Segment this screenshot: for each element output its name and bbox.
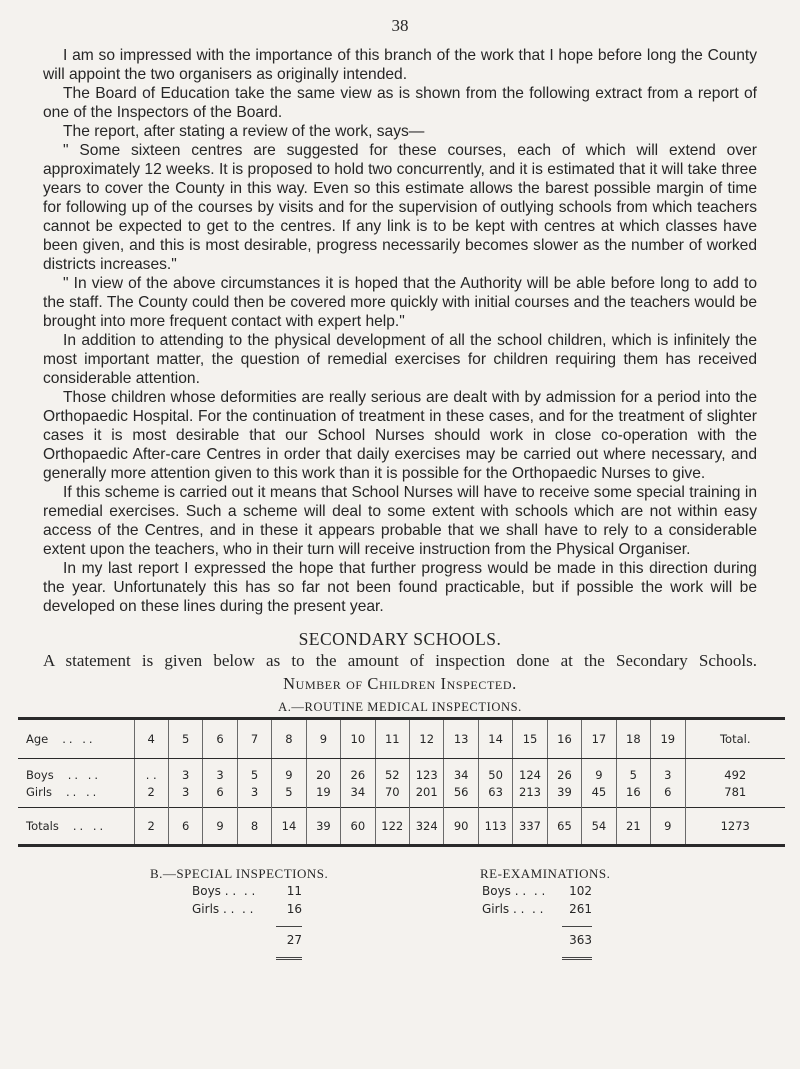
table-cell: 26 [547, 759, 581, 785]
table-cell: 3 [203, 759, 237, 785]
reexam-total: 363 [562, 926, 592, 947]
reexam-row-girls: Girls . . . . 261 [482, 902, 592, 916]
special-inspections-title: B.—SPECIAL INSPECTIONS. [150, 866, 329, 881]
row-label: Girls [192, 902, 220, 916]
column-header: 5 [168, 719, 202, 759]
table-cell: 2 [134, 784, 168, 808]
table-cell: 9 [582, 759, 616, 785]
table-cell: 3 [237, 784, 271, 808]
total-cell: 39 [306, 808, 340, 846]
row-label: Girls .. .. [26, 785, 100, 799]
section-heading: SECONDARY SCHOOLS. [298, 629, 502, 649]
table-cell: 39 [547, 784, 581, 808]
row-value: 16 [286, 902, 302, 916]
row-value: 102 [569, 884, 592, 898]
body-text [43, 46, 757, 616]
paragraph: Those children whose deformities are really serious are dealt with by admission for a period into the Orthopaedic Hospital. For the continuation of treatment in these cases, and for the treatment of slighter cases it is most desirable that our School Nurses should work in close co-operation with the Orthopaedic After-care Centres in order that daily exercises may be carried out where necessary, and generally more attention given to this work than it is possible for the Orthopaedic Nurses to give. [43, 389, 757, 482]
table-cell: 123 [410, 759, 444, 785]
table-cell: 63 [478, 784, 512, 808]
total-cell: 1273 [685, 808, 785, 846]
column-header: 19 [651, 719, 685, 759]
table-cell: 52 [375, 759, 409, 785]
table-cell: 26 [341, 759, 375, 785]
table-cell: 124 [513, 759, 547, 785]
special-total: 27 [276, 926, 302, 947]
table-cell: 3 [168, 759, 202, 785]
table-cell: 3 [168, 784, 202, 808]
total-cell: 65 [547, 808, 581, 846]
row-label: Boys [192, 884, 221, 898]
table-cell: 20 [306, 759, 340, 785]
total-cell: 122 [375, 808, 409, 846]
table-cell: 6 [651, 784, 685, 808]
total-cell: 14 [272, 808, 306, 846]
table-cell: 34 [444, 759, 478, 785]
table-subtitle: A.—ROUTINE MEDICAL INSPECTIONS. [278, 700, 522, 714]
table-cell: 5 [272, 784, 306, 808]
row-label: Girls [482, 902, 510, 916]
table-cell: 5 [616, 759, 650, 785]
quote-paragraph: " Some sixteen centres are suggested for these courses, each of which will extend over approximately 12 weeks. It is proposed to hold two concurrently, and it is estimated that it will take three years to cover the County in this way. Even so this estimate allows the barest possible margin of time for following up of the courses by visits and for the supervision of outlying schools from which teachers cannot be expected to get to the centres. If any link is to be kept with centres at which classes have been given, and this is most desirable, progress necessarily becomes slower as the number of worked districts increases." [43, 142, 757, 273]
column-header: 4 [134, 719, 168, 759]
paragraph: I am so impressed with the importance of this branch of the work that I hope before long the County will appoint the two organisers as originally intended. [43, 47, 757, 83]
paragraph: If this scheme is carried out it means that School Nurses will have to receive some special training in remedial exercises. Such a scheme will deal to some extent with schools which are not within easy access of the Centres, and in these it appears probable that we shall have to rely to a considerable extent upon the teachers, who in their turn will receive instruction from the Physical Organiser. [43, 484, 757, 558]
total-cell: 60 [341, 808, 375, 846]
table-cell: 19 [306, 784, 340, 808]
row-label: Totals .. .. [18, 808, 134, 846]
column-header: 13 [444, 719, 478, 759]
table-cell: 45 [582, 784, 616, 808]
age-header: Age .. .. [18, 719, 134, 759]
total-cell: 6 [168, 808, 202, 846]
column-header: 7 [237, 719, 271, 759]
table-cell: 34 [341, 784, 375, 808]
total-cell: 324 [410, 808, 444, 846]
column-header: Total. [685, 719, 785, 759]
total-cell: 9 [203, 808, 237, 846]
table-title: Number of Children Inspected. [283, 674, 517, 693]
special-inspections [150, 866, 328, 960]
table-header-row [18, 719, 785, 759]
table-cell: 16 [616, 784, 650, 808]
column-header: 10 [341, 719, 375, 759]
table-cell: . . [134, 759, 168, 785]
table-cell: 781 [685, 784, 785, 808]
row-value: 11 [286, 884, 302, 898]
table-cell: 70 [375, 784, 409, 808]
table-cell: 56 [444, 784, 478, 808]
column-header: 9 [306, 719, 340, 759]
column-header: 15 [513, 719, 547, 759]
column-header: 17 [582, 719, 616, 759]
table-row-boys [18, 759, 785, 785]
column-header: 12 [410, 719, 444, 759]
page-number: 38 [391, 16, 409, 35]
table-row-totals [18, 808, 785, 846]
special-row-girls: Girls . . . . 16 [192, 902, 302, 916]
re-examinations-title: RE-EXAMINATIONS. [480, 866, 611, 881]
total-cell: 21 [616, 808, 650, 846]
table-cell: 5 [237, 759, 271, 785]
column-header: 14 [478, 719, 512, 759]
reexam-row-boys: Boys . . . . 102 [482, 884, 592, 898]
double-rule [276, 957, 302, 960]
paragraph: The report, after stating a review of the work, says— [63, 123, 425, 140]
double-rule [562, 957, 592, 960]
statement: A statement is given below as to the amount of inspection done at the Secondary Schools. [43, 651, 757, 670]
quote-paragraph: " In view of the above circumstances it is hoped that the Authority will be able before long to add to the staff. The County could then be covered more quickly with initial courses and the teachers would be brought into more frequent contact with expert help." [43, 275, 757, 330]
table-cell: 201 [410, 784, 444, 808]
paragraph: In my last report I expressed the hope that further progress would be made in this direction during the year. Unfortunately this has so far not been found practicable, but if possible the work will be developed on these lines during the present year. [43, 560, 757, 615]
paragraph: In addition to attending to the physical development of all the school children, which is infinitely the most important matter, the question of remedial exercises for children requiring them has received considerable attention. [43, 332, 757, 387]
column-header: 6 [203, 719, 237, 759]
table-row-girls [18, 784, 785, 808]
row-label: Boys [482, 884, 511, 898]
total-cell: 9 [651, 808, 685, 846]
row-label: Boys .. .. [26, 768, 102, 782]
table-cell: 492 [685, 759, 785, 785]
total-cell: 90 [444, 808, 478, 846]
table-cell: 3 [651, 759, 685, 785]
table-cell: 213 [513, 784, 547, 808]
routine-inspections-table [18, 717, 785, 847]
table-cell: 6 [203, 784, 237, 808]
total-cell: 113 [478, 808, 512, 846]
column-header: 16 [547, 719, 581, 759]
row-value: 261 [569, 902, 592, 916]
table-cell: 9 [272, 759, 306, 785]
total-cell: 337 [513, 808, 547, 846]
re-examinations [480, 866, 612, 960]
column-header: 18 [616, 719, 650, 759]
column-header: 8 [272, 719, 306, 759]
special-row-boys: Boys . . . . 11 [192, 884, 302, 898]
total-cell: 2 [134, 808, 168, 846]
total-cell: 8 [237, 808, 271, 846]
total-cell: 54 [582, 808, 616, 846]
paragraph: The Board of Education take the same view as is shown from the following extract from a report of one of the Inspectors of the Board. [43, 85, 757, 121]
table-cell: 50 [478, 759, 512, 785]
column-header: 11 [375, 719, 409, 759]
